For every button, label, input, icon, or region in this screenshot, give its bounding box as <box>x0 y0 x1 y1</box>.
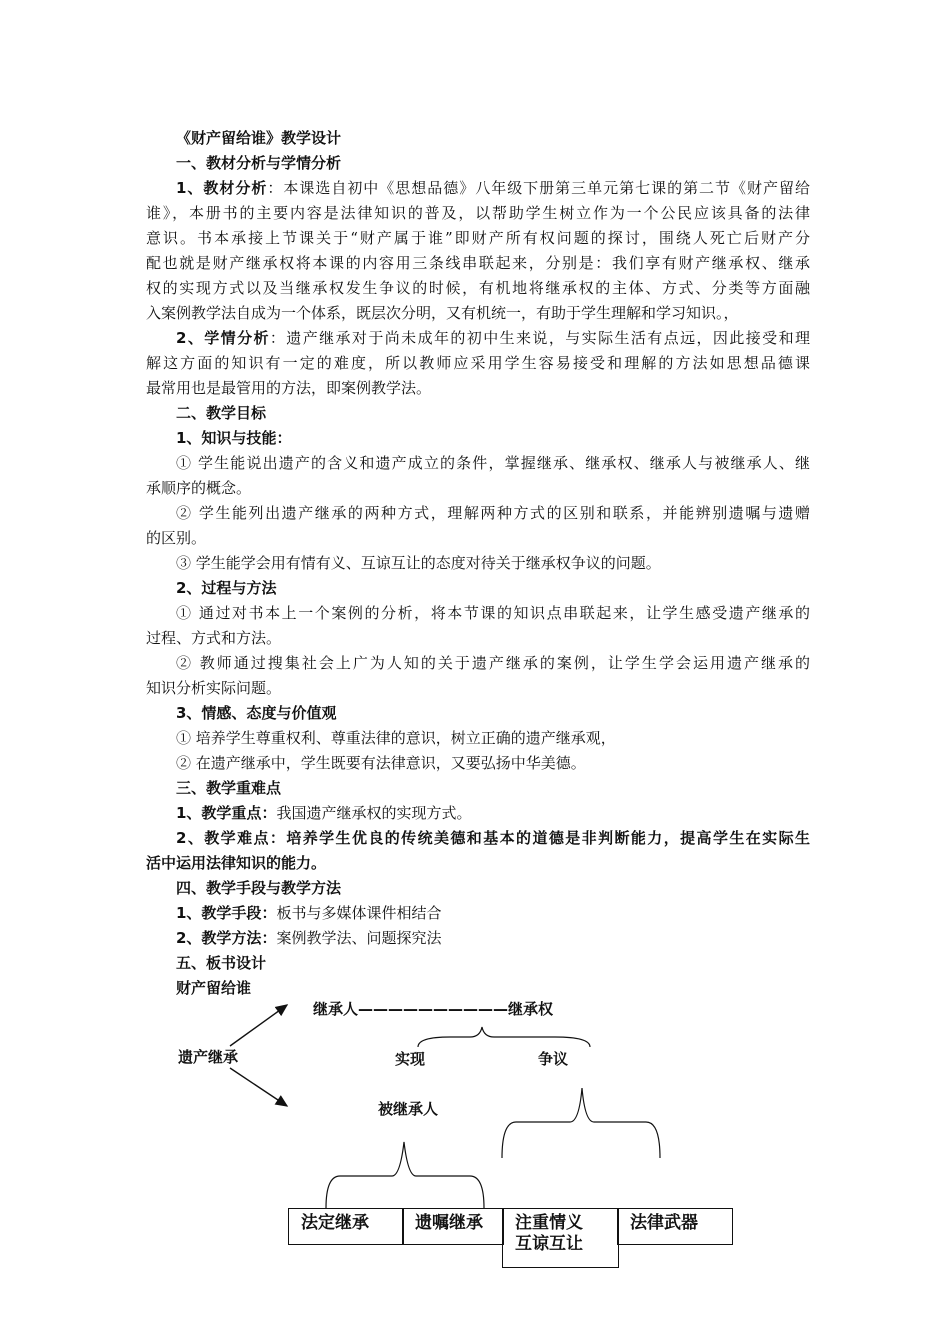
process-2-line-1: ② 教师通过搜集社会上广为人知的关于遗产继承的案例，让学生学会运用遗产继承的 <box>176 654 810 672</box>
brace-inheritance <box>326 1142 484 1208</box>
knowledge-heading: 1、知识与技能： <box>176 429 292 447</box>
knowledge-1-line-2: 承顺序的概念。 <box>146 479 252 497</box>
section-4-heading: 四、教学手段与教学方法 <box>176 879 342 897</box>
decedent-node: 被继承人 <box>378 1100 439 1118</box>
analysis-line-5: 权的实现方式以及当继承权发生争议的时候，有机地将继承权的主体、方式、分类等方面融 <box>146 279 810 297</box>
teaching-method: 2、教学方法：案例教学法、问题探究法 <box>176 929 442 947</box>
box-testamentary: 遗嘱继承 <box>402 1208 504 1245</box>
section-5-heading: 五、板书设计 <box>176 954 267 972</box>
textbook-analysis-label: 1、教材分析 <box>176 179 268 197</box>
box-affection-line-1: 注重情义 <box>515 1213 583 1233</box>
process-heading: 2、过程与方法 <box>176 579 277 597</box>
difficulty-line-2: 活中运用法律知识的能力。 <box>146 854 327 872</box>
brace-dispute <box>502 1088 660 1158</box>
analysis-line-4: 配也就是财产继承权将本课的内容用三条线串联起来，分别是：我们享有财产继承权、继承 <box>146 254 810 272</box>
section-3-heading: 三、教学重难点 <box>176 779 282 797</box>
board-title: 财产留给谁 <box>176 979 252 997</box>
knowledge-2-line-2: 的区别。 <box>146 529 207 547</box>
key-point: 1、教学重点：我国遗产继承权的实现方式。 <box>176 804 472 822</box>
teaching-means: 1、教学手段：板书与多媒体课件相结合 <box>176 904 442 922</box>
knowledge-2-line-1: ② 学生能列出遗产继承的两种方式，理解两种方式的区别和联系，并能辨别遗嘱与遗赠 <box>176 504 810 522</box>
knowledge-3: ③ 学生能学会用有情有义、互谅互让的态度对待关于继承权争议的问题。 <box>176 554 661 572</box>
dispute-node: 争议 <box>538 1050 569 1068</box>
emotion-heading: 3、情感、态度与价值观 <box>176 704 337 722</box>
arrow-to-decedent <box>230 1068 287 1106</box>
realize-node: 实现 <box>395 1050 426 1068</box>
heir-node: 继承人——————————继承权 <box>313 1000 554 1018</box>
teaching-method-label: 2、教学方法： <box>176 929 277 947</box>
learner-analysis-label: 2、学情分析 <box>176 329 270 347</box>
learner-line-1: 2、学情分析：遗产继承对于尚未成年的初中生来说，与实际生活有点远，因此接受和理 <box>176 329 810 347</box>
learner-line-2: 解这方面的知识有一定的难度，所以教师应采用学生容易接受和理解的方法如思想品德课 <box>146 354 810 372</box>
box-affection <box>502 1208 619 1268</box>
emotion-2: ② 在遗产继承中，学生既要有法律意识，又要弘扬中华美德。 <box>176 754 586 772</box>
difficulty-label: 2、教学难点： <box>176 829 287 847</box>
arrow-to-heir <box>230 1005 287 1046</box>
process-2-line-2: 知识分析实际问题。 <box>146 679 282 697</box>
key-point-label: 1、教学重点： <box>176 804 277 822</box>
emotion-1: ① 培养学生尊重权利、尊重法律的意识，树立正确的遗产继承观， <box>176 729 616 747</box>
learner-line-3: 最常用也是最管用的方法，即案例教学法。 <box>146 379 432 397</box>
analysis-line-3: 意识。书本承接上节课关于“财产属于谁”即财产所有权问题的探讨，围绕人死亡后财产分 <box>146 229 810 247</box>
process-1-line-1: ① 通过对书本上一个案例的分析，将本节课的知识点串联起来，让学生感受遗产继承的 <box>176 604 810 622</box>
box-legal-weapon: 法律武器 <box>617 1208 733 1245</box>
analysis-line-1: 1、教材分析：本课选自初中《思想品德》八年级下册第三单元第七课的第二节《财产留给 <box>176 179 810 197</box>
section-2-heading: 二、教学目标 <box>176 404 267 422</box>
box-statutory: 法定继承 <box>288 1208 404 1245</box>
analysis-line-6: 入案例教学法自成为一个体系，既层次分明，又有机统一，有助于学生理解和学习知识。， <box>146 304 739 322</box>
section-1-heading: 一、教材分析与学情分析 <box>176 154 342 172</box>
root-node: 遗产继承 <box>178 1048 239 1066</box>
difficulty-line-1: 2、教学难点：培养学生优良的传统美德和基本的道德是非判断能力，提高学生在实际生 <box>176 829 810 847</box>
analysis-line-2: 谁》，本册书的主要内容是法律知识的普及，以帮助学生树立作为一个公民应该具备的法律 <box>146 204 810 222</box>
doc-title: 《财产留给谁》教学设计 <box>176 129 342 147</box>
process-1-line-2: 过程、方式和方法。 <box>146 629 282 647</box>
knowledge-1-line-1: ① 学生能说出遗产的含义和遗产成立的条件，掌握继承、继承权、继承人与被继承人、继 <box>176 454 810 472</box>
box-affection-line-2: 互谅互让 <box>515 1234 583 1254</box>
brace-top <box>418 1027 590 1047</box>
teaching-means-label: 1、教学手段： <box>176 904 277 922</box>
